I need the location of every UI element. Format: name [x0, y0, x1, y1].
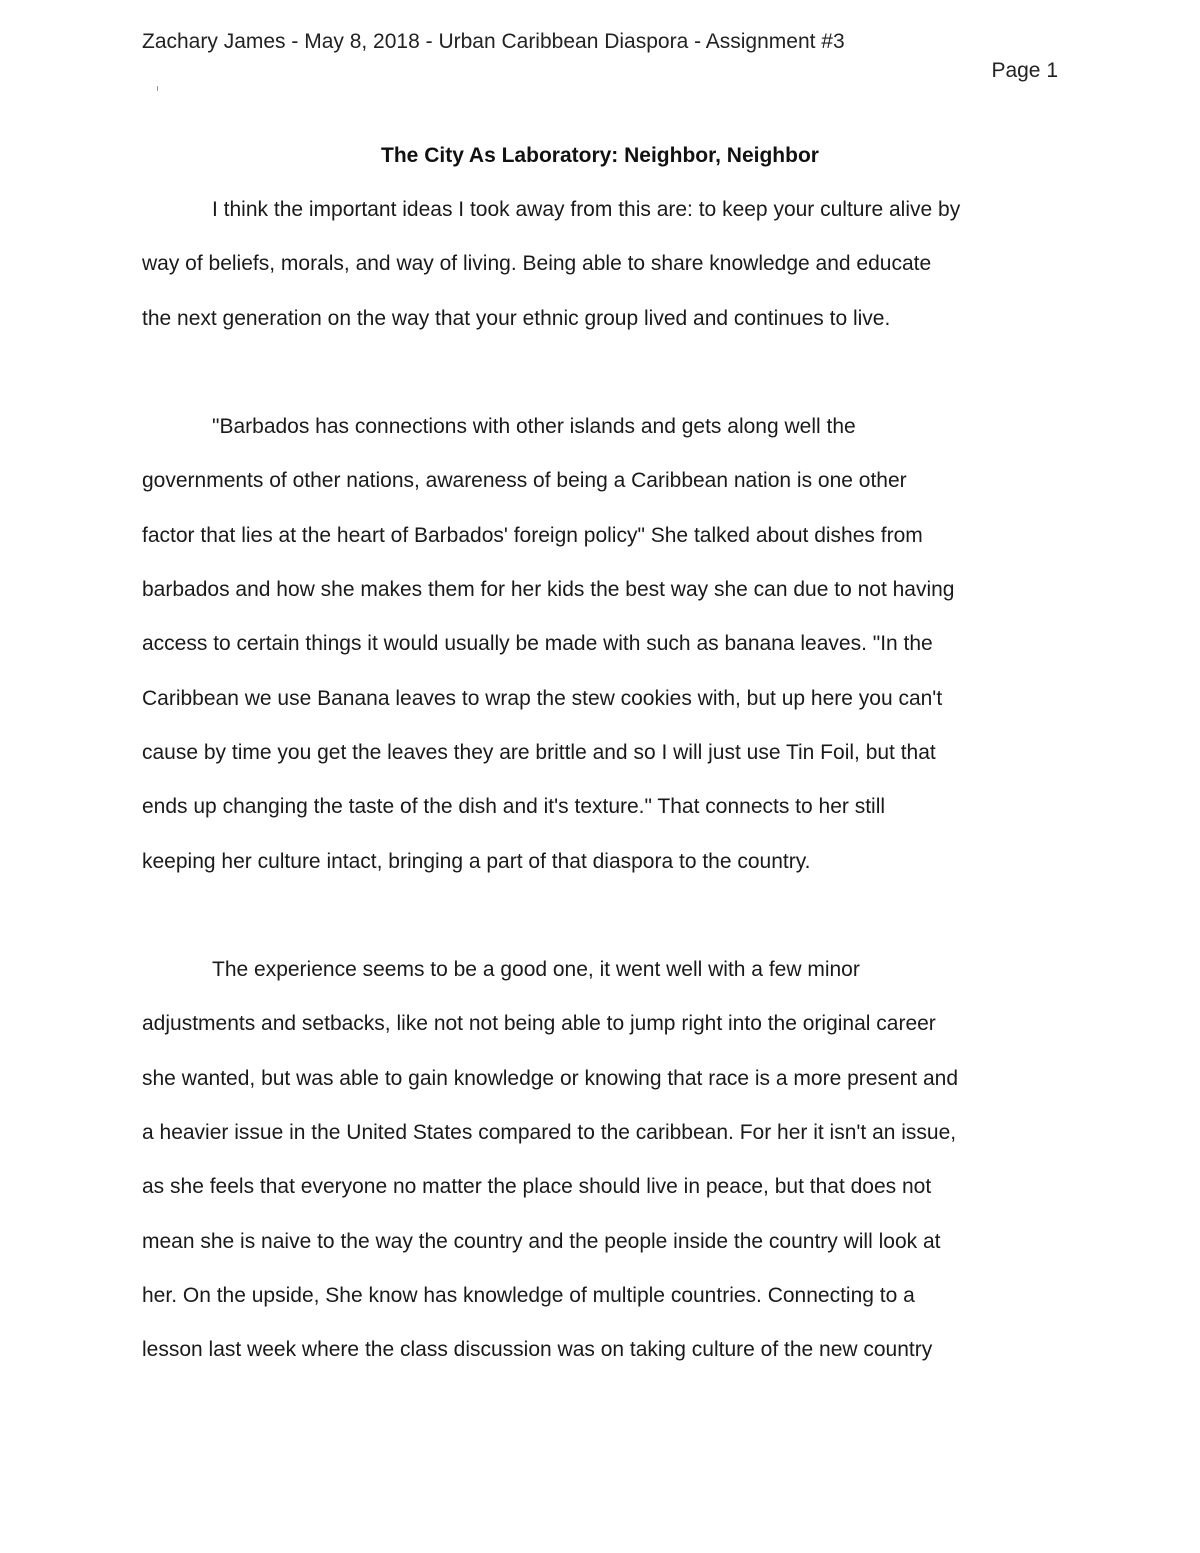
paragraph-line: The experience seems to be a good one, it went well with a few minor — [212, 958, 860, 982]
paragraph-line: access to certain things it would usually be made with such as banana leaves. "In the — [142, 632, 933, 656]
paragraph-line: factor that lies at the heart of Barbados' foreign policy" She talked about dishes from — [142, 523, 923, 547]
paragraph-line: the next generation on the way that your ethnic group lived and continues to live. — [142, 306, 891, 330]
paragraph-line: as she feels that everyone no matter the place should live in peace, but that does not — [142, 1175, 932, 1199]
paragraph-line: way of beliefs, morals, and way of living. Being able to share knowledge and educate — [142, 252, 932, 276]
paragraph-spacer — [142, 346, 1058, 400]
paragraph-3 — [142, 943, 1058, 1377]
paragraph-line: governments of other nations, awareness of being a Caribbean nation is one other — [142, 469, 907, 493]
paragraph-line: keeping her culture intact, bringing a part of that diaspora to the country. — [142, 849, 811, 873]
paragraph-line: she wanted, but was able to gain knowledge or knowing that race is a more present and — [142, 1066, 958, 1090]
page-number: Page 1 — [991, 59, 1058, 82]
paragraph-2 — [142, 400, 1058, 889]
document-body — [142, 183, 1058, 1378]
paragraph-line: "Barbados has connections with other islands and gets along well the — [212, 415, 856, 439]
paragraph-line: I think the important ideas I took away from this are: to keep your culture alive by — [212, 198, 961, 221]
margin-mark — [157, 86, 158, 91]
paragraph-line: her. On the upside, She know has knowledge of multiple countries. Connecting to a — [142, 1283, 915, 1307]
paragraph-1 — [142, 183, 1058, 346]
document-title: The City As Laboratory: Neighbor, Neighbor — [381, 144, 819, 167]
paragraph-line: adjustments and setbacks, like not not being able to jump right into the original career — [142, 1012, 936, 1036]
paragraph-line: mean she is naive to the way the country and the people inside the country will look at — [142, 1229, 941, 1253]
paragraph-line: lesson last week where the class discussion was on taking culture of the new country — [142, 1338, 933, 1362]
paragraph-line: Caribbean we use Banana leaves to wrap the stew cookies with, but up here you can't — [142, 686, 943, 710]
paragraph-spacer — [142, 889, 1058, 943]
running-header: Zachary James - May 8, 2018 - Urban Caribbean Diaspora - Assignment #3 — [142, 30, 845, 53]
paragraph-line: a heavier issue in the United States compared to the caribbean. For her it isn't an issue, — [142, 1121, 957, 1145]
paragraph-line: ends up changing the taste of the dish and it's texture." That connects to her still — [142, 795, 886, 819]
paragraph-line: barbados and how she makes them for her kids the best way she can due to not having — [142, 578, 955, 602]
paragraph-line: cause by time you get the leaves they are brittle and so I will just use Tin Foil, but that — [142, 740, 936, 764]
